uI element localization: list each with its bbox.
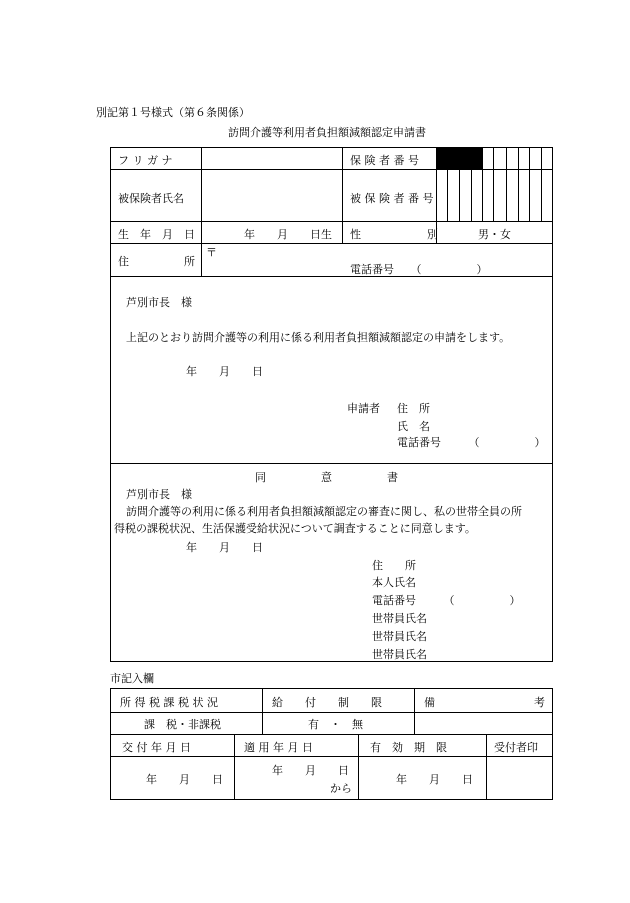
consent-body-line1: 訪問介護等の利用に係る利用者負担額減額認定の審査に関し、私の世帯全員の所 bbox=[126, 505, 522, 518]
applicant-address-label: 住 所 bbox=[397, 402, 430, 415]
receiver-seal-label: 受付者印 bbox=[494, 741, 538, 754]
consent-phone-label: 電話番号 （ ） bbox=[372, 594, 521, 607]
request-body: 上記のとおり訪問介護等の利用に係る利用者負担額減額認定の申請をします。 bbox=[126, 331, 511, 344]
furigana-dotted-line bbox=[201, 169, 342, 170]
consent-name-label: 本人氏名 bbox=[372, 576, 416, 589]
birth-date-label: 生 年 月 日 bbox=[118, 228, 195, 241]
consent-title: 同 意 書 bbox=[255, 471, 398, 484]
apply-date-value: 年 月 日 bbox=[272, 764, 349, 777]
birth-date-value: 年 月 日生 bbox=[244, 228, 332, 241]
tax-status-value: 課 税・非課税 bbox=[144, 718, 221, 731]
insured-number-label: 被 保 険 者 番 号 bbox=[350, 192, 434, 205]
tax-status-label: 所 得 税 課 税 状 況 bbox=[120, 696, 218, 709]
consent-body-line2: 得税の課税状況、生活保護受給状況について調査することに同意します。 bbox=[114, 522, 476, 535]
apply-date-label: 適 用 年 月 日 bbox=[244, 741, 313, 754]
sex-value: 男・女 bbox=[478, 228, 511, 241]
consent-address-label: 住 所 bbox=[372, 559, 416, 572]
apply-from: から bbox=[330, 782, 352, 795]
postal-mark: 〒 bbox=[206, 246, 217, 259]
request-date: 年 月 日 bbox=[186, 365, 263, 378]
issue-date-label: 交 付 年 月 日 bbox=[122, 741, 191, 754]
household-member-3: 世帯員氏名 bbox=[372, 648, 427, 661]
furigana-label: フ リ ガ ナ bbox=[118, 154, 173, 167]
consent-date: 年 月 日 bbox=[186, 541, 263, 554]
address-label: 住 所 bbox=[118, 255, 195, 268]
insurer-number-shaded-cell bbox=[436, 147, 482, 169]
valid-period-value: 年 月 日 bbox=[396, 773, 473, 786]
benefit-limit-value: 有 ・ 無 bbox=[308, 718, 363, 731]
valid-period-label: 有 効 期 限 bbox=[370, 741, 447, 754]
sex-label: 性 別 bbox=[350, 228, 438, 241]
remarks-label: 備 考 bbox=[424, 696, 545, 709]
household-member-2: 世帯員氏名 bbox=[372, 630, 427, 643]
form-number: 別記第１号様式（第６条関係） bbox=[96, 106, 250, 119]
issue-date-value: 年 月 日 bbox=[146, 773, 223, 786]
phone-label: 電話番号 （ ） bbox=[350, 263, 488, 276]
applicant-label: 申請者 bbox=[347, 402, 380, 415]
consent-addressee: 芦別市長 様 bbox=[126, 488, 192, 501]
insurer-number-label: 保 険 者 番 号 bbox=[350, 154, 419, 167]
benefit-limit-label: 給 付 制 限 bbox=[272, 696, 382, 709]
city-section-title: 市記入欄 bbox=[110, 672, 154, 685]
applicant-name-label: 氏 名 bbox=[397, 420, 430, 433]
household-member-1: 世帯員氏名 bbox=[372, 612, 427, 625]
applicant-phone-label: 電話番号 （ ） bbox=[397, 436, 546, 449]
applicant-table bbox=[110, 147, 553, 662]
request-addressee: 芦別市長 様 bbox=[126, 296, 192, 309]
insured-name-label: 被保険者氏名 bbox=[118, 192, 184, 205]
form-title: 訪問介護等利用者負担額減額認定申請書 bbox=[228, 126, 426, 139]
